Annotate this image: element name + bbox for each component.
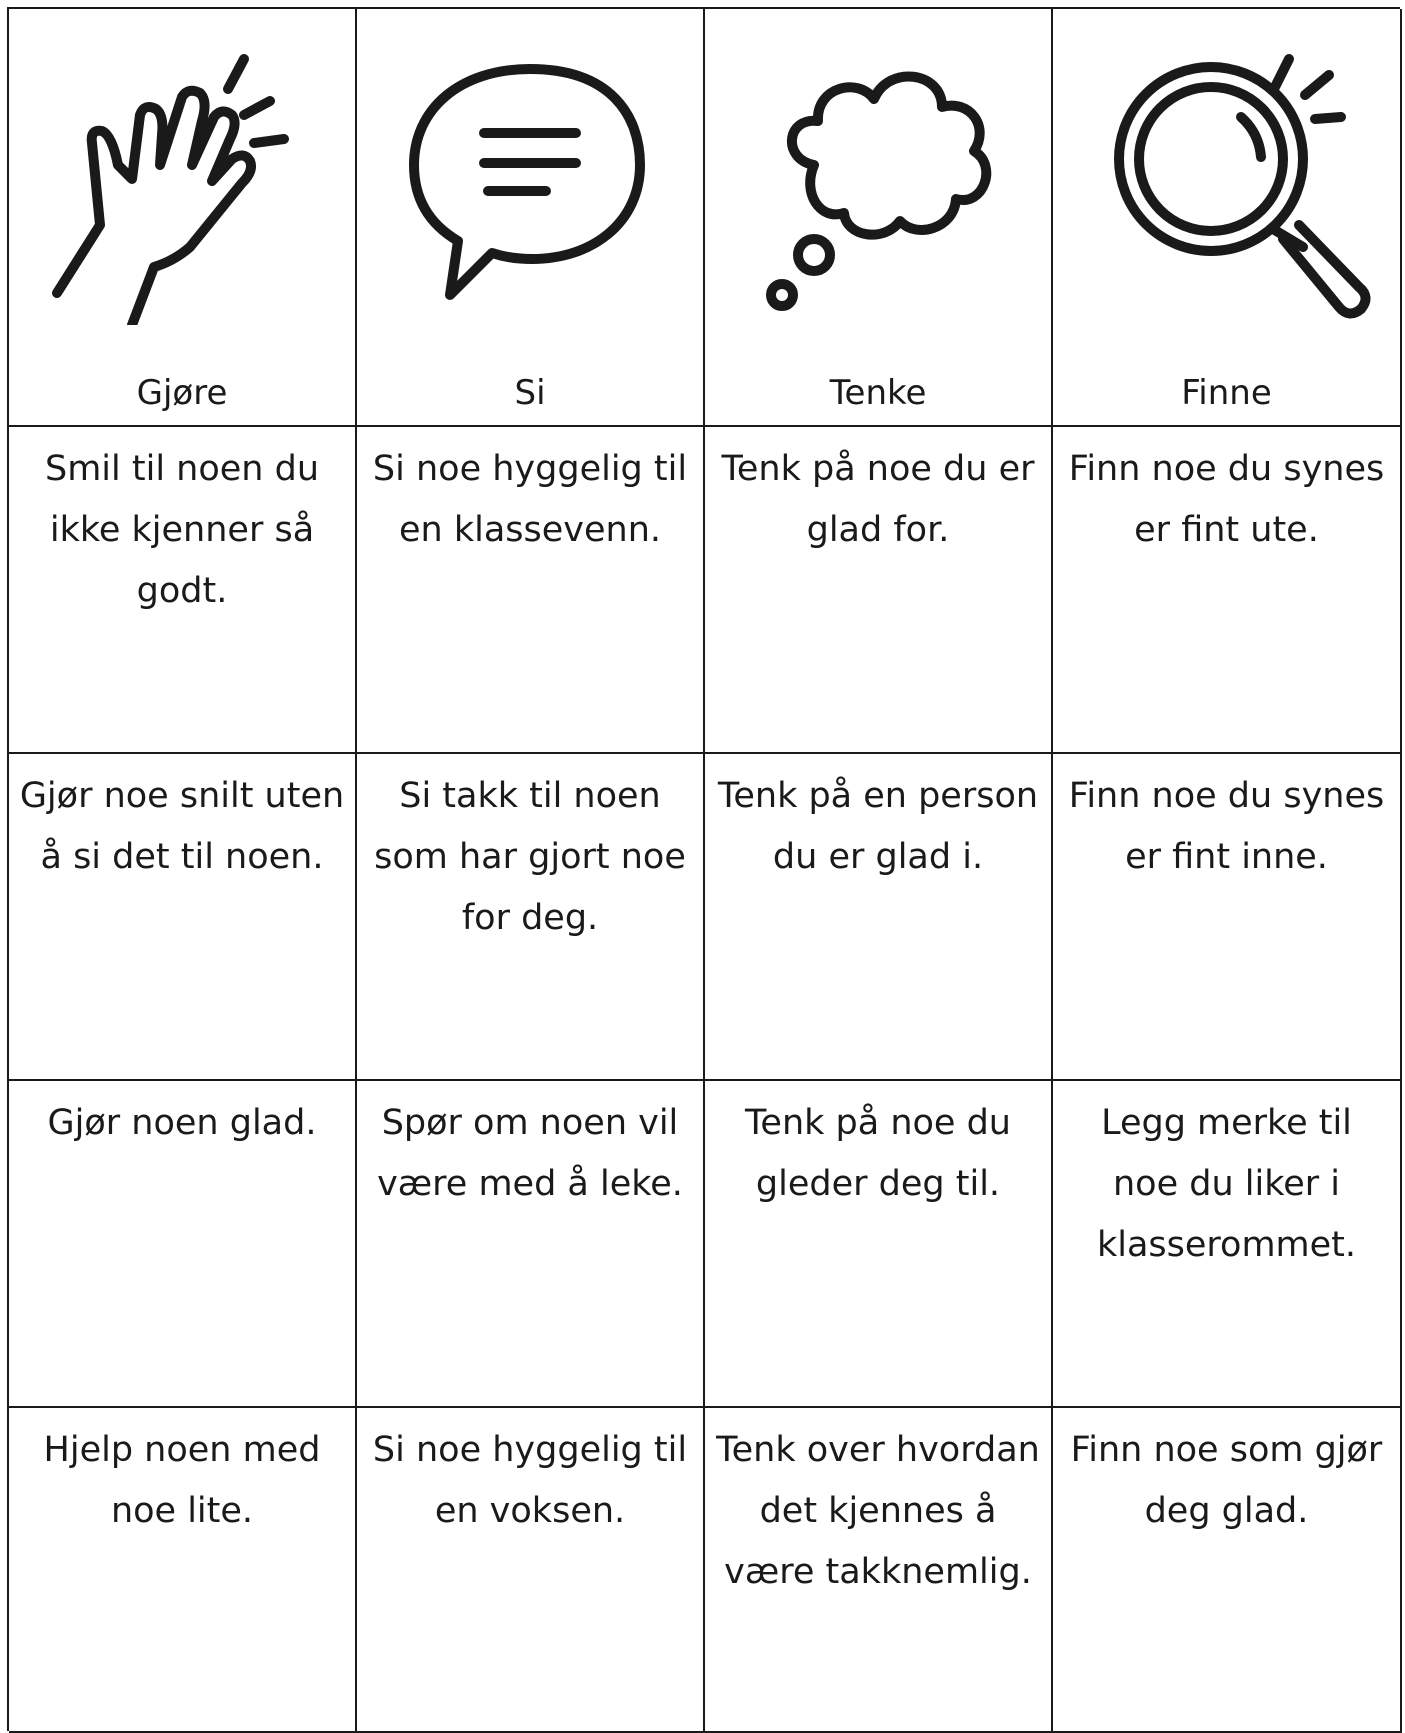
task-card: Gjør noe snilt uten å si det til noen.: [9, 754, 357, 1081]
task-card: Tenk på noe du er glad for.: [705, 427, 1053, 754]
activity-card-grid: [7, 7, 1400, 1731]
task-card: Finn noe du synes er fint inne.: [1053, 754, 1402, 1081]
category-label: Si: [514, 373, 546, 413]
magnifying-glass-icon: [1077, 25, 1377, 325]
category-label: Tenke: [829, 373, 927, 413]
waving-hand-icon: [32, 25, 332, 325]
task-card: Tenk på noe du gleder deg til.: [705, 1081, 1053, 1408]
task-card: Tenk over hvordan det kjennes å være takknemlig.: [705, 1408, 1053, 1733]
header-cell-gjore: [9, 9, 357, 427]
category-label: Finne: [1181, 373, 1272, 413]
task-card: Finn noe du synes er fint ute.: [1053, 427, 1402, 754]
task-card: Legg merke til noe du liker i klasserommet.: [1053, 1081, 1402, 1408]
task-card: Hjelp noen med noe lite.: [9, 1408, 357, 1733]
task-card: Si takk til noen som har gjort noe for deg.: [357, 754, 705, 1081]
speech-bubble-icon: [380, 25, 680, 325]
task-card: Smil til noen du ikke kjenner så godt.: [9, 427, 357, 754]
task-card: Finn noe som gjør deg glad.: [1053, 1408, 1402, 1733]
category-label: Gjøre: [136, 373, 228, 413]
header-cell-si: [357, 9, 705, 427]
task-card: Gjør noen glad.: [9, 1081, 357, 1408]
thought-bubble-icon: [728, 25, 1028, 325]
task-card: Si noe hyggelig til en voksen.: [357, 1408, 705, 1733]
header-cell-finne: [1053, 9, 1402, 427]
task-card: Si noe hyggelig til en klassevenn.: [357, 427, 705, 754]
header-cell-tenke: [705, 9, 1053, 427]
task-card: Spør om noen vil være med å leke.: [357, 1081, 705, 1408]
task-card: Tenk på en person du er glad i.: [705, 754, 1053, 1081]
